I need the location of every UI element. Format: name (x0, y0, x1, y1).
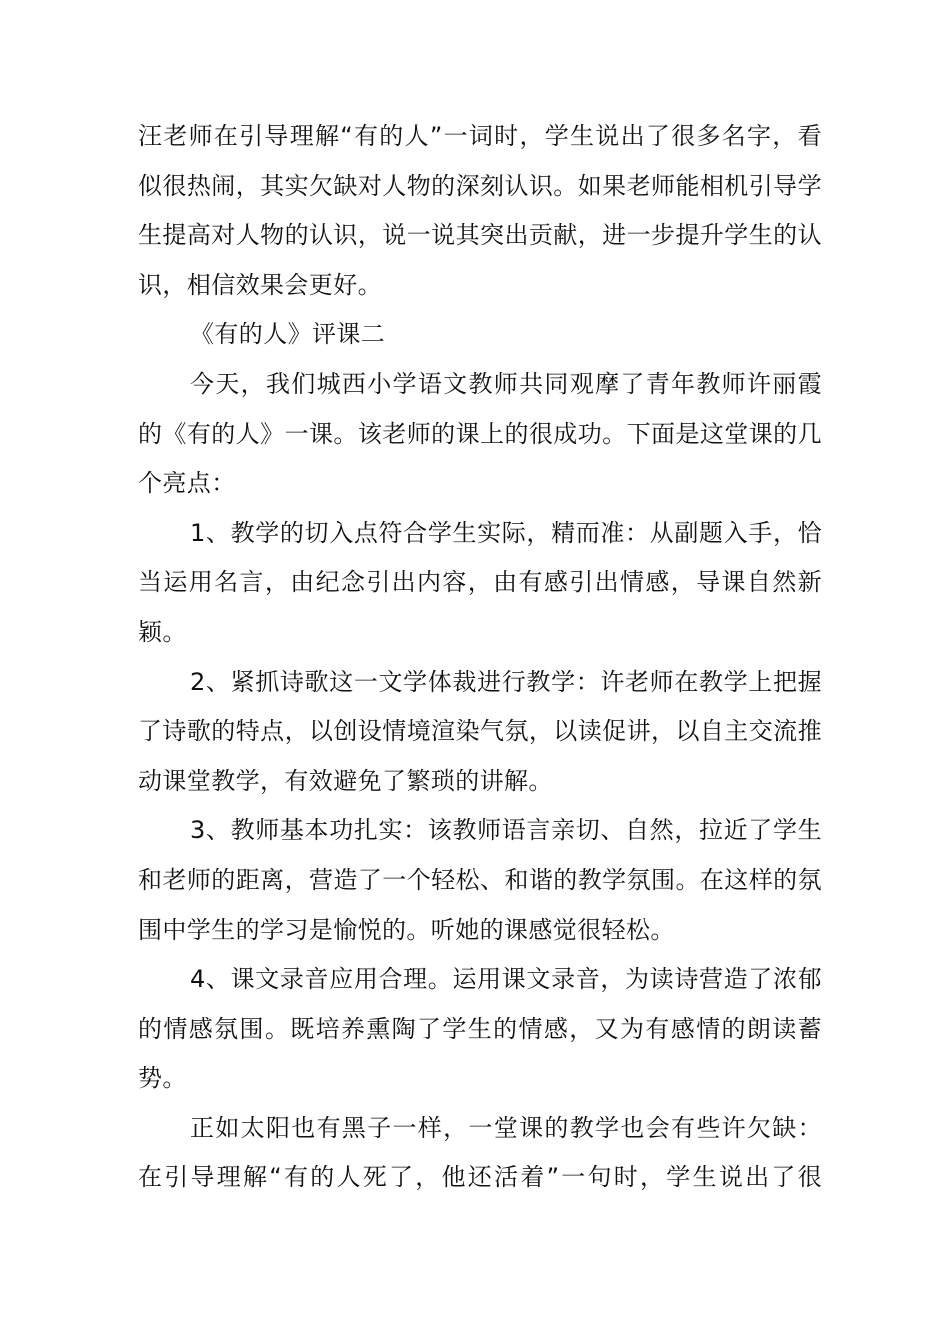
document-body (138, 112, 822, 1203)
paragraph-3: 今天，我们城西小学语文教师共同观摩了青年教师许丽霞的《有的人》一课。该老师的课上的很成功。下面是这堂课的几个亮点： (138, 369, 822, 498)
list-item-3: 3、教师基本功扎实：该教师语言亲切、自然，拉近了学生和老师的距离，营造了一个轻松、和谐的教学氛围。在这样的氛围中学生的学习是愉悦的。听她的课感觉很轻松。 (138, 816, 822, 944)
list-item-2: 2、紧抓诗歌这一文学体裁进行教学：许老师在教学上把握了诗歌的特点，以创设情境渲染气氛，以读促讲，以自主交流推动课堂教学，有效避免了繁琐的讲解。 (138, 667, 822, 795)
section-title: 《有的人》评课二 (190, 320, 386, 349)
list-item-4: 4、课文录音应用合理。运用课文录音，为读诗营造了浓郁的情感氛围。既培养熏陶了学生的情感，又为有感情的朗读蓄势。 (138, 965, 822, 1093)
list-item-1: 1、教学的切入点符合学生实际，精而准：从副题入手，恰当运用名言，由纪念引出内容，由有感引出情感，导课自然新颖。 (138, 518, 822, 646)
paragraph-8: 正如太阳也有黑子一样，一堂课的教学也会有些许欠缺：在引导理解“有的人死了，他还活着”一句时，学生说出了很 (138, 1113, 822, 1192)
paragraph-1: 汪老师在引导理解“有的人”一词时，学生说出了很多名字，看似很热闹，其实欠缺对人物的深刻认识。如果老师能相机引导学生提高对人物的认识，说一说其突出贡献，进一步提升学生的认识，相信效果会更好。 (138, 122, 822, 299)
